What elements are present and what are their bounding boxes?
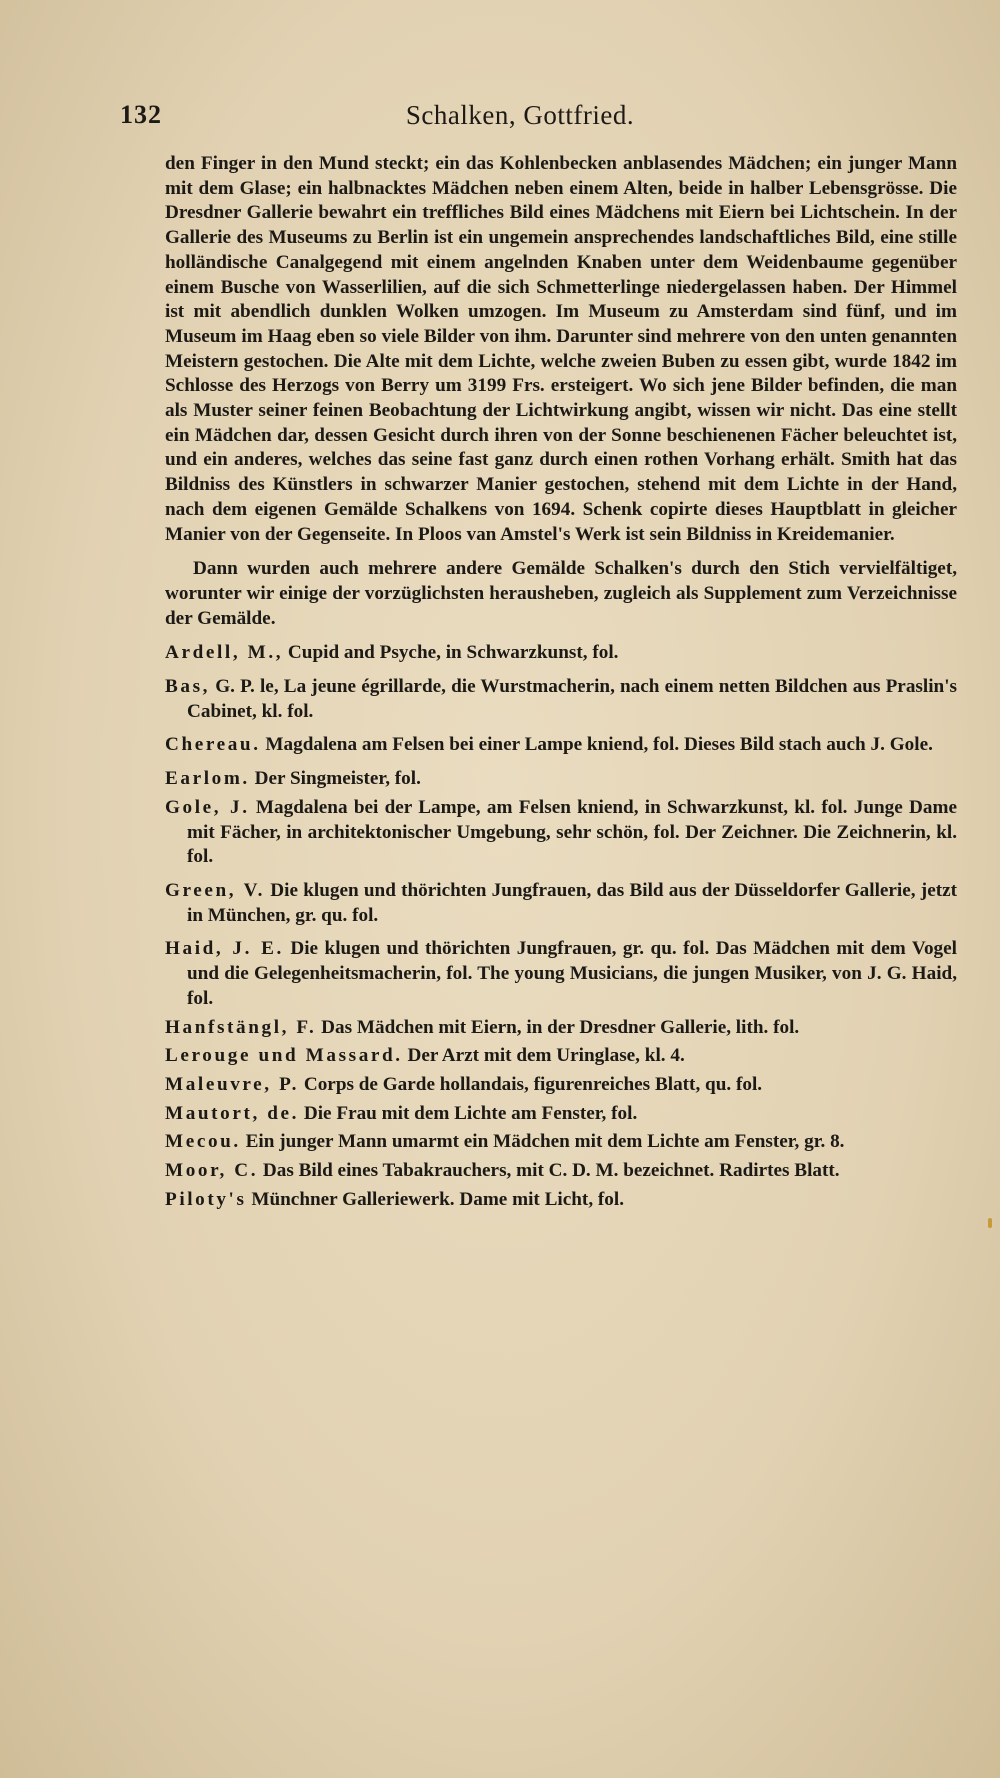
list-item [165, 1130, 957, 1155]
engraver-name: Piloty's [165, 1188, 247, 1210]
margin-mark [988, 1218, 992, 1228]
list-item [165, 675, 957, 724]
body-paragraph: den Finger in den Mund steckt; ein das Kohlenbecken anblasendes Mädchen; ein junger Mann mit dem Glase; ein halbnacktes Mädchen neben einem Alten, beide in halber Lebensgrösse. Die Dresdner Gallerie bewahrt ein treffliches Bild eines Mädchens mit Eiern bei Lichtschein. In der Gallerie des Museums zu Berlin ist ein ungemein ansprechendes landschaftliches Bild, eine stille holländische Canalgegend mit einem angelnden Knaben unter dem Weidenbaume gegenüber einem Busche von Wasserlilien, auf die sich Schmetterlinge niedergelassen haben. Der Himmel ist mit abendlich dunklen Wolken umzogen. Im Museum zu Amsterdam sind fünf, und im Museum im Haag eben so viele Bilder von ihm. Darunter sind mehrere von den unten genannten Meistern gestochen. Die Alte mit dem Lichte, welche zweien Buben zu essen gibt, wurde 1842 im Schlosse des Herzogs von Berry um 3199 Frs. ersteigert. Wo sich jene Bilder befinden, die man als Muster seiner feinen Beobachtung der Lichtwirkung angibt, wissen wir nicht. Das eine stellt ein Mädchen dar, dessen Gesicht durch ihren von der Sonne beschienenen Fächer beleuchtet ist, und ein anderes, welches das seine fast ganz durch einen rothen Vorhang erhält. Smith hat das Bildniss des Künstlers in schwarzer Manier gestochen, stehend mit dem Lichte in der Hand, nach dem eigenen Gemälde Schalkens von 1694. Schenk copirte dieses Hauptblatt in gleicher Manier von der Gegenseite. In Ploos van Amstel's Werk ist sein Bildniss in Kreidemanier. [165, 153, 957, 545]
list-item [165, 1188, 957, 1213]
body-paragraph: Dann wurden auch mehrere andere Gemälde Schalken's durch den Stich vervielfältiget, worunter wir einige der vorzüglichsten herausheben, zugleich als Supplement zum Verzeichnisse der Gemälde. [165, 558, 957, 629]
entry-text: G. P. le, La jeune égrillarde, die Wurstmacherin, nach einem netten Bildchen aus Praslin's Cabinet, kl. fol. [187, 676, 958, 722]
engraver-name: Mecou. [165, 1131, 241, 1153]
entry-text: Die klugen und thörichten Jungfrauen, gr. qu. fol. Das Mädchen mit dem Vogel und die Gelegenheitsmacherin, fol. The young Musicians, die jungen Musiker, von J. G. Haid, fol. [187, 938, 958, 1009]
list-item [165, 1044, 957, 1069]
engravings-list [165, 641, 957, 1212]
entry-text: Magdalena bei der Lampe, am Felsen kniend, in Schwarzkunst, kl. fol. Junge Dame mit Fächer, in architektonischer Umgebung, sehr schön, fol. Der Zeichner. Die Zeichnerin, kl. fol. [187, 796, 957, 868]
running-title: Schalken, Gottfried. [405, 100, 635, 130]
entry-text: Corps de Garde hollandais, figurenreiches Blatt, qu. fol. [303, 1073, 763, 1095]
entry-text: Der Singmeister, fol. [254, 768, 421, 790]
engraver-name: Bas, [165, 676, 211, 698]
page-number: 132 [120, 100, 162, 129]
list-item [165, 1016, 957, 1041]
engraver-name: Chereau. [165, 734, 261, 756]
entry-text: Der Arzt mit dem Uringlase, kl. 4. [407, 1045, 685, 1067]
list-item [165, 937, 957, 1011]
engraver-name: Haid, J. E. [165, 938, 284, 960]
entry-text: Magdalena am Felsen bei einer Lampe kniend, fol. Dieses Bild stach auch J. Gole. [265, 734, 933, 756]
list-item [165, 1159, 957, 1184]
engraver-name: Ardell, M., [165, 642, 284, 664]
entry-text: Die klugen und thörichten Jungfrauen, das Bild aus der Düsseldorfer Gallerie, jetzt in München, gr. qu. fol. [187, 879, 957, 926]
list-item [165, 641, 957, 666]
engraver-name: Green, V. [165, 879, 266, 901]
list-item [165, 1073, 957, 1098]
page-header [120, 100, 920, 140]
list-item [165, 879, 957, 928]
engraver-name: Gole, J. [165, 796, 250, 818]
entry-text: Das Mädchen mit Eiern, in der Dresdner Gallerie, lith. fol. [321, 1016, 800, 1038]
page-body [165, 152, 957, 1216]
entry-text: Das Bild eines Tabakrauchers, mit C. D. M. bezeichnet. Radirtes Blatt. [262, 1160, 840, 1182]
engraver-name: Lerouge und Massard. [165, 1045, 403, 1067]
list-item [165, 1102, 957, 1127]
entry-text: Ein junger Mann umarmt ein Mädchen mit dem Lichte am Fenster, gr. 8. [245, 1131, 845, 1153]
engraver-name: Moor, C. [165, 1160, 259, 1182]
list-item [165, 733, 957, 758]
list-item [165, 796, 957, 870]
engraver-name: Hanfstängl, F. [165, 1016, 317, 1038]
list-item [165, 767, 957, 792]
entry-text: Cupid and Psyche, in Schwarzkunst, fol. [287, 642, 619, 664]
engraver-name: Earlom. [165, 768, 250, 790]
engraver-name: Mautort, de. [165, 1102, 300, 1124]
entry-text: Die Frau mit dem Lichte am Fenster, fol. [303, 1102, 638, 1124]
entry-text: Münchner Galleriewerk. Dame mit Licht, fol. [251, 1188, 625, 1210]
engraver-name: Maleuvre, P. [165, 1073, 300, 1095]
